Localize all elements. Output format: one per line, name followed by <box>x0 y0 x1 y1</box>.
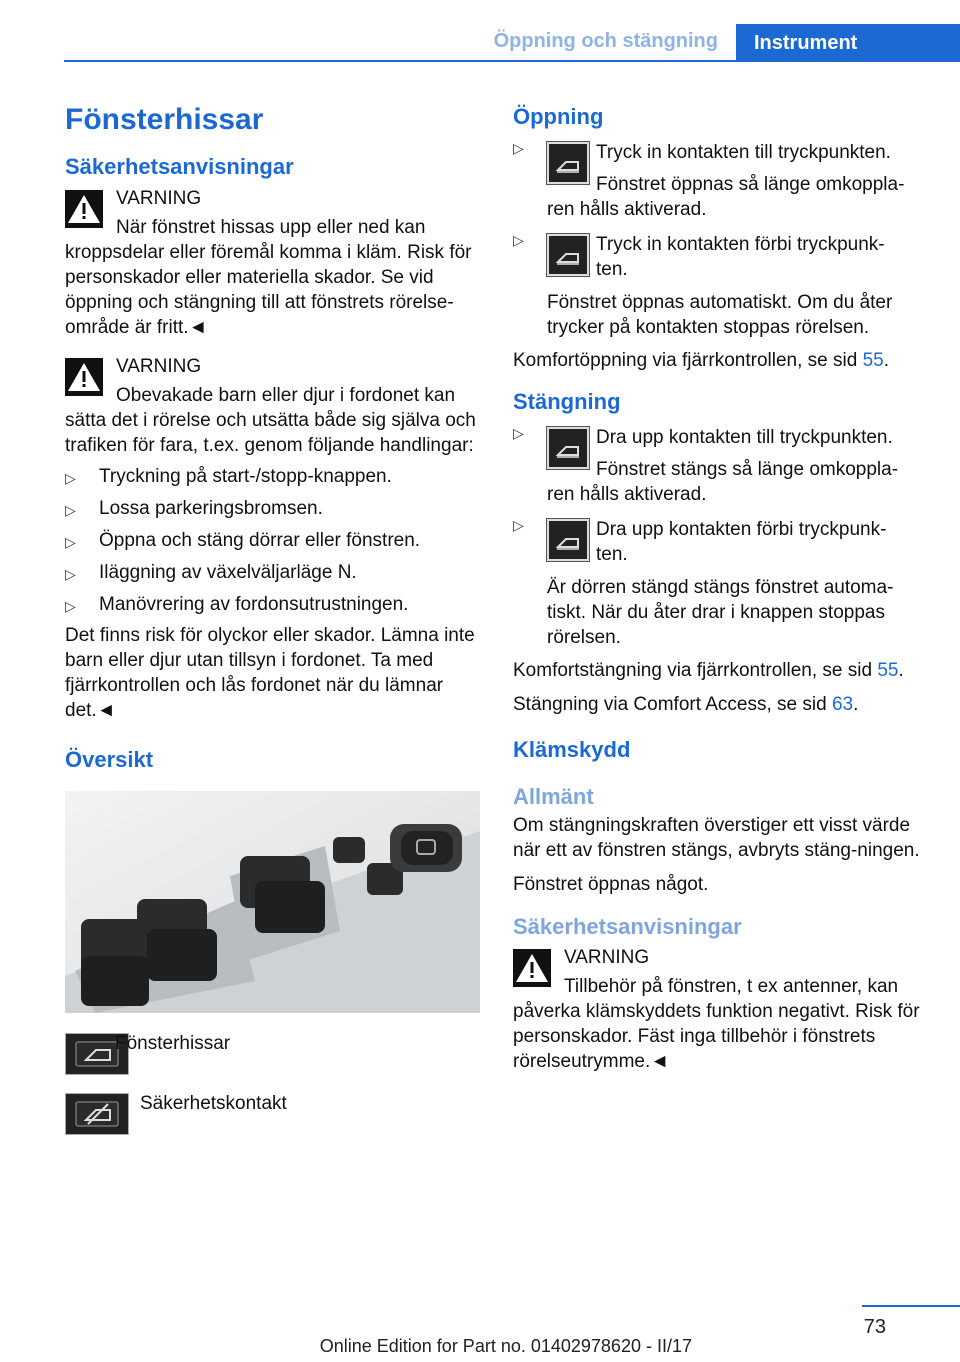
warning-line: När fönstret hissas upp eller ned kan <box>116 217 426 238</box>
bullet-triangle-icon: ▷ <box>65 566 76 582</box>
action-list <box>65 464 480 617</box>
general-paragraph: Fönstret öppnas något. <box>513 874 709 895</box>
warning-triangle-icon <box>513 949 551 987</box>
warning-triangle-icon <box>65 190 103 228</box>
warning-conclusion: Det finns risk för olyckor eller skador. Lämna inte barn eller djur utan tillsyn i fordonet. Ta med fjärrkontrollen och lås fordonet när du lämnar det.◄ <box>65 625 475 721</box>
footer-rule <box>862 1305 960 1307</box>
legend-label: Säkerhetskontakt <box>140 1093 287 1114</box>
page-link[interactable]: 55 <box>862 350 884 371</box>
page-link[interactable]: 55 <box>877 660 899 681</box>
overview-heading: Översikt <box>65 747 154 772</box>
switch-icon <box>547 519 589 561</box>
bullet-triangle-icon: ▷ <box>65 470 76 486</box>
page-title: Fönsterhissar <box>65 103 264 136</box>
header-section-title: Öppning och stängning <box>493 30 718 52</box>
switch-icon <box>547 427 589 469</box>
pinch-protection-heading: Klämskydd <box>513 737 631 762</box>
safety-switch-icon <box>65 1093 129 1135</box>
bullet-triangle-icon: ▷ <box>513 140 524 156</box>
step-text: ren hålls aktiverad. <box>547 484 707 505</box>
general-paragraph: Om stängningskraften överstiger ett visst värde när ett av fönstren stängs, avbryts stäng-ningen. <box>513 815 920 861</box>
bullet-triangle-icon: ▷ <box>513 232 524 248</box>
list-item: ▷ Iläggning av växelväljarläge N. <box>65 560 480 585</box>
switch-icon <box>547 142 589 184</box>
header-tab: Instrument <box>736 24 960 62</box>
window-switch-photo <box>65 791 480 1013</box>
page-link[interactable]: 63 <box>831 694 854 715</box>
warning-line: Tillbehör på fönstren, t ex antenner, kan <box>564 976 899 997</box>
warning-text: sätta det i rörelse och utsätta både sig själva och trafiken för fara, t.ex. genom följande handlingar: <box>65 410 476 456</box>
list-item <box>513 232 928 340</box>
step-text: Fönstret stängs så länge omkoppla- <box>596 459 899 480</box>
safety-heading: Säkerhetsanvisningar <box>65 154 294 179</box>
legend-label: Fönsterhissar <box>115 1033 231 1054</box>
right-column <box>513 98 928 1074</box>
general-heading: Allmänt <box>513 784 594 809</box>
step-text: Är dörren stängd stängs fönstret automa-tiskt. När du åter drar i knappen stoppas rörelsen. <box>547 577 894 648</box>
page-number: 73 <box>863 1316 886 1338</box>
warning-line: Obevakade barn eller djur i fordonet kan <box>116 385 456 406</box>
bullet-triangle-icon: ▷ <box>65 598 76 614</box>
switch-icon <box>547 234 589 276</box>
warning-block-3 <box>513 945 928 1074</box>
step-text: ren hålls aktiverad. <box>547 199 707 220</box>
legend-item <box>65 1033 480 1093</box>
step-text: Fönstret öppnas så länge omkoppla- <box>596 174 905 195</box>
comfort-open-text: Komfortöppning via fjärrkontrollen, se sid 55. <box>513 350 889 371</box>
bullet-triangle-icon: ▷ <box>513 517 524 533</box>
comfort-access-text: Stängning via Comfort Access, se sid 63. <box>513 694 859 715</box>
list-item <box>513 517 928 650</box>
warning-block-1 <box>65 186 480 340</box>
list-item: ▷ Öppna och stäng dörrar eller fönstren. <box>65 528 480 553</box>
header-rule <box>64 60 960 62</box>
bullet-triangle-icon: ▷ <box>65 502 76 518</box>
step-text: Dra upp kontakten förbi tryckpunk- <box>596 519 887 540</box>
step-text: ten. <box>596 259 628 280</box>
safety-heading: Säkerhetsanvisningar <box>513 914 742 939</box>
list-item: ▷ Manövrering av fordonsutrustningen. <box>65 592 480 617</box>
list-item <box>513 425 928 507</box>
step-text: Dra upp kontakten till tryckpunkten. <box>596 427 893 448</box>
bullet-triangle-icon: ▷ <box>513 425 524 441</box>
warning-text: påverka klämskyddets funktion negativt. Risk för personskador. Fäst inga tillbehör i fönstrets rörelseutrymme.◄ <box>513 1001 920 1072</box>
list-item: ▷ Lossa parkeringsbromsen. <box>65 496 480 521</box>
warning-block-2 <box>65 354 480 458</box>
legend-item <box>65 1093 480 1153</box>
warning-text: kroppsdelar eller föremål komma i kläm. Risk för personskador eller materiella skador. Se vid öppning och stängning till att fönstrets rörelse-område är fritt.◄ <box>65 242 472 338</box>
comfort-close-text: Komfortstängning via fjärrkontrollen, se sid 55. <box>513 660 904 681</box>
warning-label: VARNING <box>564 947 650 968</box>
step-text: Tryck in kontakten förbi tryckpunk- <box>596 234 885 255</box>
step-text: ten. <box>596 544 628 565</box>
list-item <box>513 140 928 222</box>
left-column <box>65 98 480 1153</box>
closing-heading: Stängning <box>513 389 621 414</box>
warning-label: VARNING <box>116 356 202 377</box>
warning-label: VARNING <box>116 188 202 209</box>
opening-heading: Öppning <box>513 104 604 129</box>
step-text: Tryck in kontakten till tryckpunkten. <box>596 142 891 163</box>
step-text: Fönstret öppnas automatiskt. Om du åter trycker på kontakten stoppas rörelsen. <box>547 292 893 338</box>
bullet-triangle-icon: ▷ <box>65 534 76 550</box>
list-item: ▷ Tryckning på start-/stopp-knappen. <box>65 464 480 489</box>
warning-triangle-icon <box>65 358 103 396</box>
edition-text: Online Edition for Part no. 01402978620 - II/17 <box>319 1336 692 1356</box>
